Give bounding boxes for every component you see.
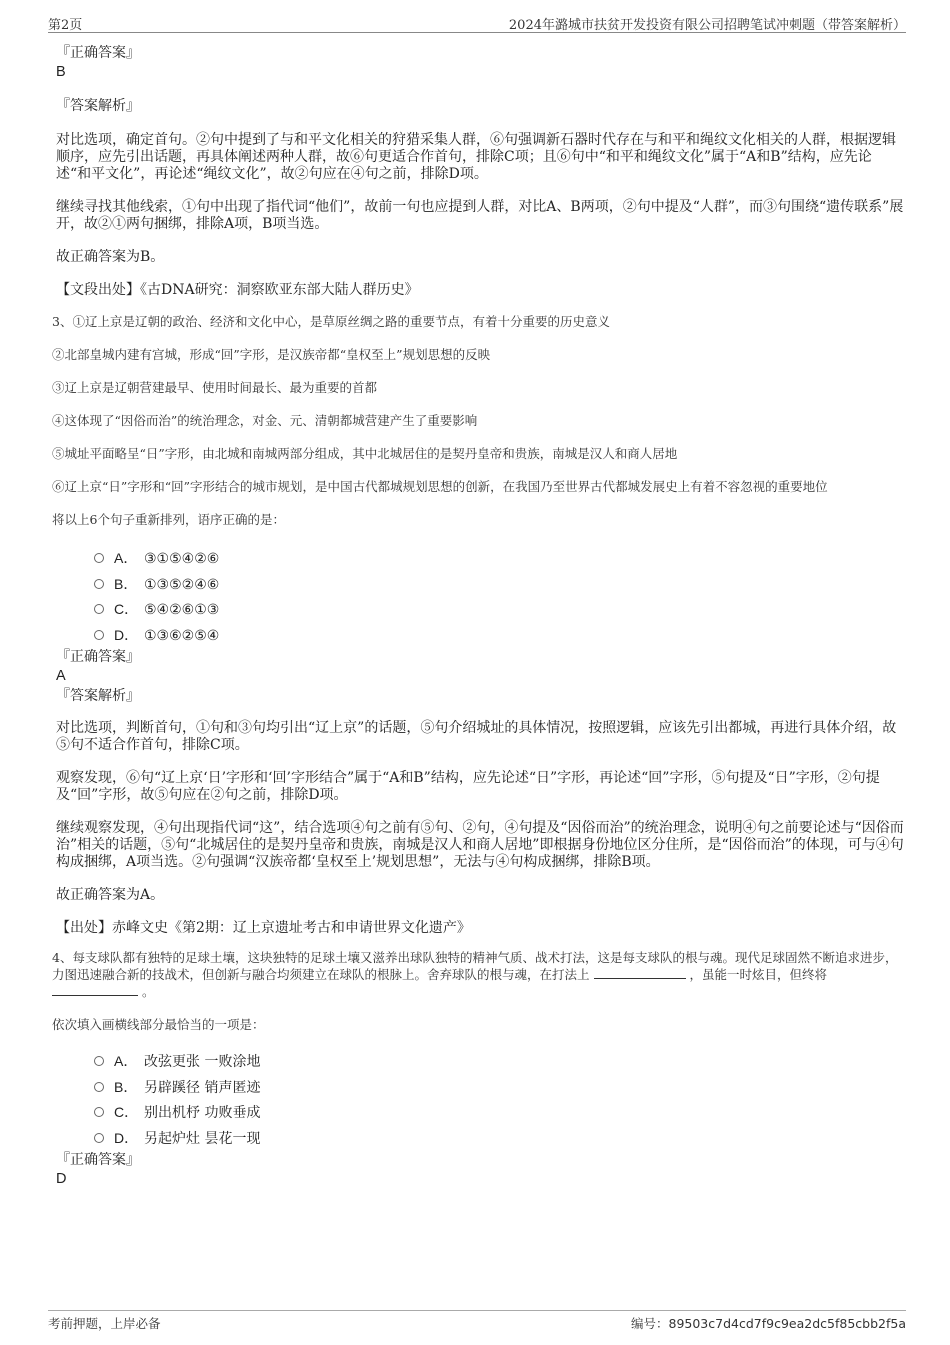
- q3-options: [56, 546, 906, 648]
- q3-sentence: ⑤城址平面略呈“日”字形，由北城和南城两部分组成，其中北城居住的是契丹皇帝和贵族，南城是汉人和商人居地: [52, 446, 678, 461]
- q3-correct-label: 『正确答案』: [56, 649, 140, 665]
- q2-analysis-p1: 对比选项，确定首句。②句中提到了与和平文化相关的狩猎采集人群，⑥句强调新石器时代存在与和平和绳纹文化相关的人群，根据逻辑顺序，应先引出话题，再具体阐述两种人群，故⑥句更适合作首句，排除C项；且⑥句中“和平和绳纹文化”属于“A和B”结构，应先论述“和平文化”，再论述“绳纹文化”，故②句应在④句之前，排除D项。: [56, 132, 896, 182]
- q3-analysis-label: 『答案解析』: [56, 688, 140, 704]
- q4-stem: 4、每支球队都有独特的足球土壤，这块独特的足球土壤又滋养出球队独特的精神气质、战术打法，这是每支球队的根与魂。现代足球固然不断追求进步，力图迅速融合新的技战术，但创新与融合均须建立在球队的根脉上。舍弃球队的根与魂，在打法上 ，虽能一时炫目，但终将 。: [52, 950, 898, 999]
- q2-analysis-label: 『答案解析』: [56, 98, 140, 114]
- q4-option-c[interactable]: C． 别出机杼 功败垂成: [94, 1100, 906, 1126]
- q4-correct-label: 『正确答案』: [56, 1152, 140, 1168]
- q4-option-b[interactable]: B． 另辟蹊径 销声匿迹: [94, 1075, 906, 1101]
- q3-sentence: ③辽上京是辽朝营建最早、使用时间最长、最为重要的首都: [52, 380, 378, 395]
- radio-button[interactable]: [94, 579, 104, 589]
- q4-prompt: 依次填入画横线部分最恰当的一项是：: [52, 1017, 265, 1032]
- q3-option-c[interactable]: C． ⑤④②⑥①③: [94, 597, 906, 623]
- q3-analysis-p3: 继续观察发现，④句出现指代词“这”，结合选项④句之前有⑤句、②句，④句提及“因俗而治”的统治理念，说明④句之前要论述与“因俗而治”相关的话题，⑤句“北城居住的是契丹皇帝和贵族，南城是汉人和商人居地”即根据身份地位区分住所，是“因俗而治”的体现，可与④句构成捆绑，A项当选。②句强调“汉族帝都‘皇权至上’规划思想”，无法与④句构成捆绑，排除B项。: [56, 820, 904, 870]
- q3-conclusion: 故正确答案为A。: [56, 887, 165, 903]
- radio-button[interactable]: [94, 1082, 104, 1092]
- q3-sentence: ②北部皇城内建有宫城，形成“回”字形，是汉族帝都“皇权至上”规划思想的反映: [52, 347, 491, 362]
- q3-prompt: 将以上6个句子重新排列，语序正确的是：: [52, 512, 285, 527]
- q3-sentence: ④这体现了“因俗而治”的统治理念，对金、元、清朝都城营建产生了重要影响: [52, 413, 478, 428]
- q4-correct-value: D: [56, 1171, 67, 1187]
- q3-source: 【出处】赤峰文史《第2期：辽上京遗址考古和申请世界文化遗产》: [56, 920, 471, 936]
- fill-blank: [594, 966, 686, 979]
- q2-correct-label: 『正确答案』: [56, 45, 140, 61]
- q4-option-d[interactable]: D． 另起炉灶 昙花一现: [94, 1126, 906, 1152]
- q3-option-a[interactable]: A． ③①⑤④②⑥: [94, 546, 906, 572]
- fill-blank: [52, 983, 138, 996]
- radio-button[interactable]: [94, 1056, 104, 1066]
- q3-correct-value: A: [56, 668, 66, 684]
- page-header: [48, 12, 906, 33]
- radio-button[interactable]: [94, 553, 104, 563]
- q3-analysis-p1: 对比选项，判断首句，①句和③句均引出“辽上京”的话题，⑤句介绍城址的具体情况，按照逻辑，应该先引出都城，再进行具体介绍，故⑤句不适合作首句，排除C项。: [56, 720, 897, 753]
- q2-analysis-p2: 继续寻找其他线索，①句中出现了指代词“他们”，故前一句也应提到人群，对比A、B两项，②句中提及“人群”，而③句围绕“遗传联系”展开，故②①两句捆绑，排除A项，B项当选。: [56, 199, 904, 232]
- document-title: 2024年潞城市扶贫开发投资有限公司招聘笔试冲刺题（带答案解析）: [508, 18, 906, 33]
- radio-button[interactable]: [94, 630, 104, 640]
- footer-slogan: 考前押题，上岸必备: [48, 1316, 161, 1331]
- q4-option-a[interactable]: A． 改弦更张 一败涂地: [94, 1049, 906, 1075]
- q3-option-b[interactable]: B． ①③⑤②④⑥: [94, 572, 906, 598]
- q3-sentence: ⑥辽上京“日”字形和“回”字形结合的城市规划，是中国古代都城规划思想的创新，在我国乃至世界古代都城发展史上有着不容忽视的重要地位: [52, 479, 828, 494]
- page-footer: [48, 1310, 906, 1331]
- q3-option-d[interactable]: D． ①③⑥②⑤④: [94, 623, 906, 649]
- q2-source: 【文段出处】《古DNA研究：洞察欧亚东部大陆人群历史》: [56, 282, 419, 298]
- page-content: [52, 44, 906, 1188]
- q4-options: [56, 1049, 906, 1151]
- q2-conclusion: 故正确答案为B。: [56, 249, 165, 265]
- q3-stem: 3、①辽上京是辽朝的政治、经济和文化中心，是草原丝绸之路的重要节点，有着十分重要的历史意义: [52, 314, 610, 329]
- document-id: 编号：89503c7d4cd7f9c9ea2dc5f85cbb2f5a: [631, 1316, 906, 1331]
- q3-analysis-p2: 观察发现，⑥句“辽上京‘日’字形和‘回’字形结合”属于“A和B”结构，应先论述“日”字形，再论述“回”字形，⑤句提及“日”字形，②句提及“回”字形，故⑤句应在②句之前，排除D项。: [56, 770, 880, 803]
- radio-button[interactable]: [94, 1107, 104, 1117]
- radio-button[interactable]: [94, 604, 104, 614]
- page-number: 第2页: [48, 18, 83, 33]
- radio-button[interactable]: [94, 1133, 104, 1143]
- q2-correct-value: B: [56, 64, 66, 80]
